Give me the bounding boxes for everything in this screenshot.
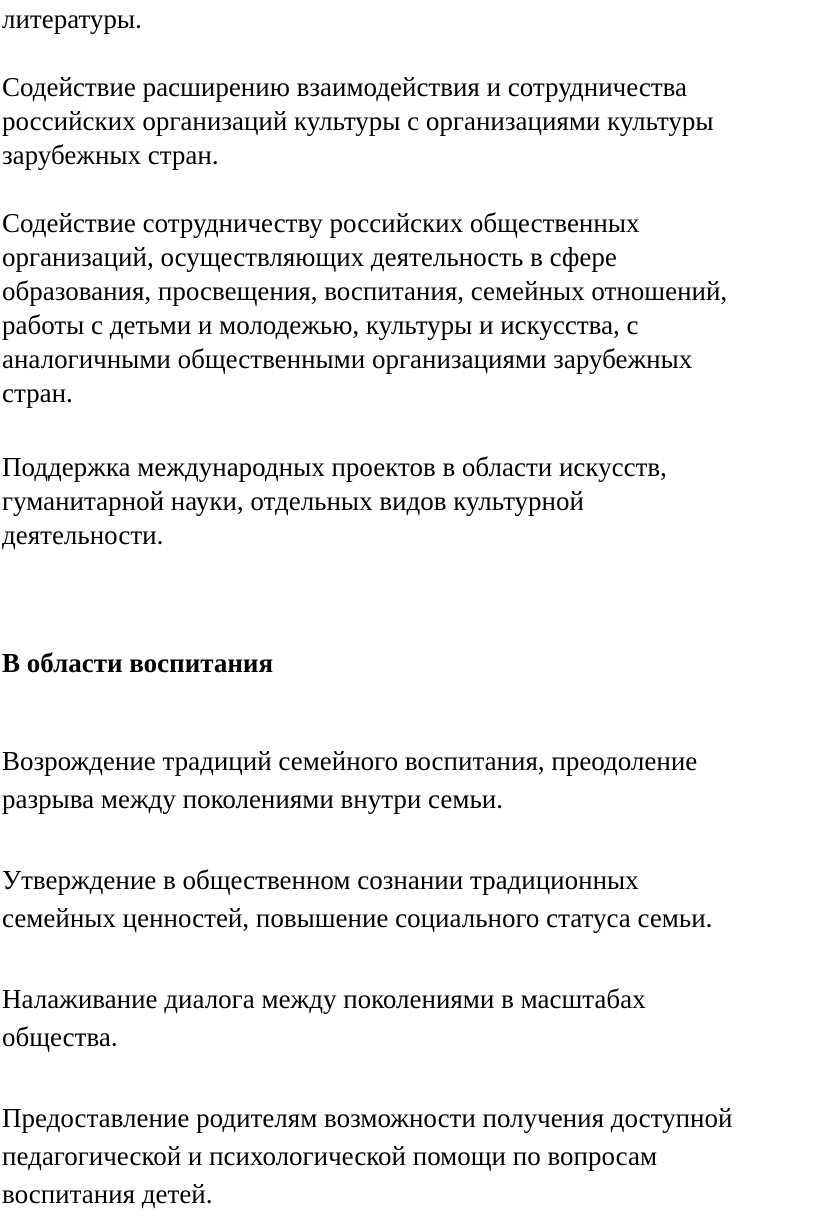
text-line: организаций, осуществляющих деятельность в сфере [2,242,617,272]
text-line: общества. [2,1022,118,1052]
text-line: воспитания детей. [2,1179,213,1209]
text-line: Поддержка международных проектов в области искусств, [2,452,667,482]
text-line: стран. [2,378,73,408]
text-line: Содействие расширению взаимодействия и сотрудничества [2,72,688,102]
paragraph-generations-dialogue [2,980,814,1056]
text-line: российских организаций культуры с организациями культуры [2,106,714,136]
text-line: Возрождение традиций семейного воспитания, преодоление [2,746,698,776]
text-line: литературы. [2,4,142,34]
text-line: деятельности. [2,520,164,550]
paragraph-cooperation-culture [2,70,814,172]
paragraph-parent-support [2,1099,814,1213]
text-line: гуманитарной науки, отдельных видов культурной [2,486,584,516]
text-line: Содействие сотрудничеству российских общественных [2,208,640,238]
text-line: аналогичными общественными организациями зарубежных [2,344,693,374]
paragraph-international-projects [2,450,814,552]
section-heading: В области воспитания [2,648,274,678]
text-line: работы с детьми и молодежью, культуры и искусства, с [2,310,639,340]
text-line: Налаживание диалога между поколениями в масштабах [2,984,646,1014]
text-line: зарубежных стран. [2,140,219,170]
text-line: Утверждение в общественном сознании традиционных [2,865,639,895]
text-line: педагогической и психологической помощи по вопросам [2,1141,658,1171]
paragraph-family-values [2,861,814,937]
text-line: разрыва между поколениями внутри семьи. [2,784,503,814]
paragraph-fragment [2,2,814,36]
text-line: образования, просвещения, воспитания, семейных отношений, [2,276,728,306]
paragraph-public-organizations [2,206,814,410]
text-line: Предоставление родителям возможности получения доступной [2,1103,733,1133]
paragraph-family-traditions [2,742,814,818]
text-line: семейных ценностей, повышение социального статуса семьи. [2,903,713,933]
